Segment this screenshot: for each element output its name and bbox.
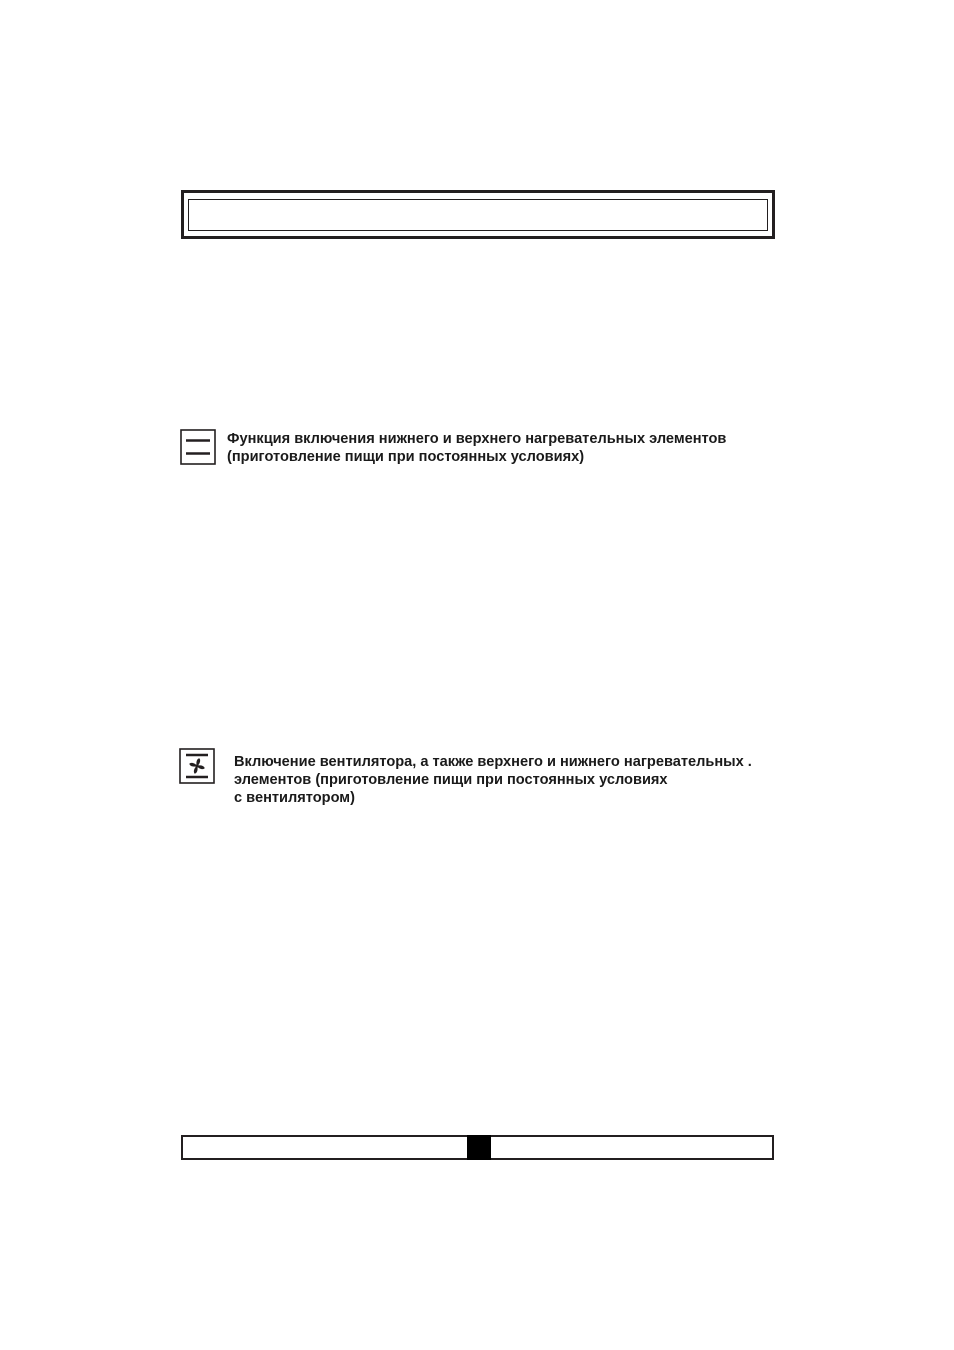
top-bottom-heating-icon — [180, 429, 216, 465]
mode-description-top-bottom — [227, 430, 726, 466]
page-number-box — [467, 1135, 491, 1160]
mode-description-line: с вентилятором) — [234, 790, 355, 806]
mode-description-line: Функция включения нижнего и верхнего нагревательных элементов — [227, 431, 727, 447]
footer-bar — [181, 1135, 774, 1160]
mode-description-line: элементов (приготовление пищи при постоянных условиях — [234, 772, 668, 788]
fan-top-bottom-heating-icon — [179, 748, 215, 784]
mode-description-fan-top-bottom — [234, 753, 752, 807]
header-box — [181, 190, 775, 239]
header-inner-frame — [188, 199, 768, 231]
mode-description-line: (приготовление пищи при постоянных условиях) — [227, 449, 585, 465]
mode-description-line: Включение вентилятора, а также верхнего и нижнего нагревательных . — [234, 754, 752, 770]
